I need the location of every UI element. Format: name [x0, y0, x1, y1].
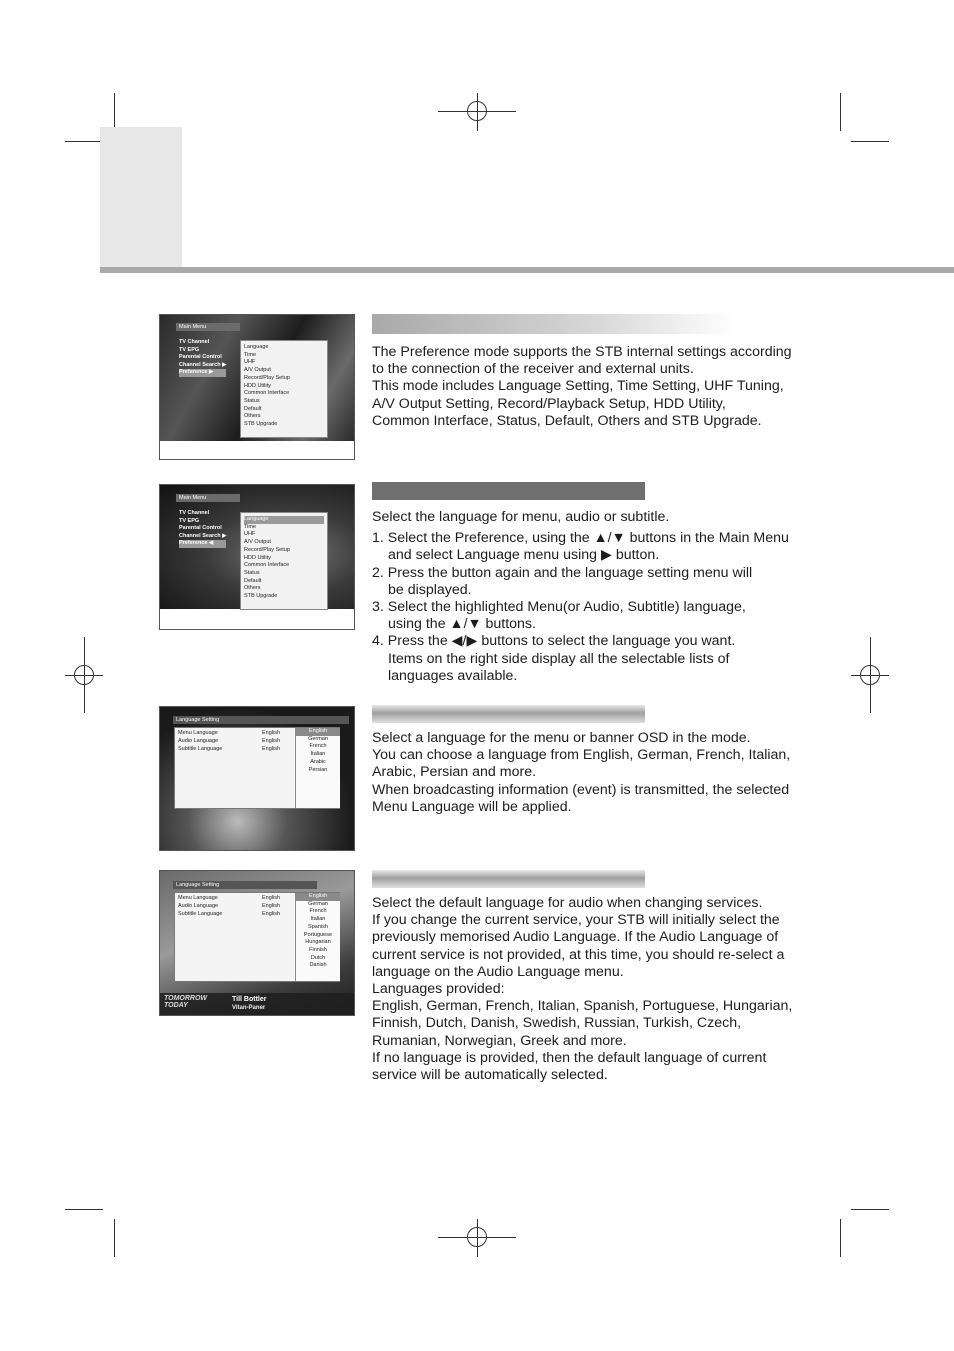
menu-item: Parental Control	[179, 525, 222, 532]
banner-brand: TOMORROW TODAY	[164, 995, 208, 1009]
step-line: and select Language menu using ▶ button.	[388, 547, 660, 564]
setting-row	[178, 746, 298, 752]
text-line: Select the default language for audio when changing services.	[372, 895, 763, 911]
list-item: Portuguese	[303, 931, 333, 938]
list-item: Dutch	[310, 954, 326, 961]
menu-item: TV Channel	[179, 510, 210, 516]
menu-item: Preference ◀	[179, 540, 226, 548]
step-line: 4. Press the ◀/▶ buttons to select the language you want.	[372, 633, 736, 650]
language-setting-panel	[174, 727, 340, 809]
text-line: Languages provided:	[372, 981, 505, 998]
text-line: Arabic, Persian and more.	[372, 764, 537, 781]
text-line: A/V Output Setting, Record/Playback Setup, HDD Utility,	[372, 395, 726, 412]
row-label: Menu Language	[178, 895, 218, 901]
text-line: current service is not provided, at this time, you should re-select a	[372, 946, 785, 963]
text-line: previously memorised Audio Language. If the Audio Language of	[372, 929, 779, 946]
list-item: Finnish	[309, 946, 327, 953]
submenu-item: Record/Play Setup	[244, 374, 290, 381]
list-item-selected: English	[296, 728, 340, 736]
setting-row	[178, 895, 298, 901]
language-list	[295, 893, 340, 981]
text-line: If no language is provided, then the default language of current	[372, 1049, 767, 1066]
banner-name: Till Bottler	[232, 996, 267, 1003]
language-setting-panel	[174, 892, 340, 982]
text-line: Menu Language will be applied.	[372, 798, 572, 815]
list-item: Italian	[310, 751, 326, 758]
main-menu-list	[179, 339, 226, 377]
section-heading-bar-preference	[372, 314, 736, 334]
submenu-item: Time	[244, 523, 257, 530]
text-line: Common Interface, Status, Default, Others and STB Upgrade.	[372, 412, 762, 429]
section-heading-bar-menu-language	[372, 705, 645, 723]
tv-banner	[160, 993, 354, 1015]
submenu-item: Default	[244, 405, 262, 412]
language-setting-title: Language Setting	[173, 716, 349, 724]
list-item: German	[308, 900, 328, 907]
menu-item: Parental Control	[179, 354, 222, 361]
text-line: Finnish, Dutch, Danish, Swedish, Russian, Turkish, Czech,	[372, 1015, 742, 1032]
step-line: 3. Select the highlighted Menu(or Audio, Subtitle) language,	[372, 599, 746, 616]
banner-subtitle: Vitan-Paner	[232, 1005, 266, 1011]
step-line: Items on the right side display all the selectable lists of	[388, 650, 730, 667]
main-menu-title: Main Menu	[176, 494, 240, 502]
list-item: German	[308, 735, 328, 742]
list-item: Arabic	[310, 758, 326, 765]
row-label: Audio Language	[178, 903, 219, 909]
preference-submenu	[240, 340, 328, 438]
text-line: When broadcasting information (event) is transmitted, the selected	[372, 781, 790, 798]
submenu-item: Status	[244, 569, 260, 576]
submenu-item: HDD Utility	[244, 554, 271, 561]
preference-description	[372, 344, 792, 430]
row-value: English	[262, 746, 281, 752]
row-value: English	[262, 738, 281, 744]
list-item-selected: English	[296, 893, 340, 901]
section-heading-bar-audio-language	[372, 870, 645, 888]
text-line: The Preference mode supports the STB internal settings according	[372, 344, 792, 360]
text-line: English, German, French, Italian, Spanish, Portuguese, Hungarian,	[372, 998, 793, 1015]
step-line: 2. Press the button again and the language setting menu will	[372, 564, 753, 581]
list-item: Italian	[310, 916, 326, 923]
submenu-item: UHF	[244, 531, 256, 538]
row-label: Subtitle Language	[178, 746, 223, 752]
menu-item: TV Channel	[179, 339, 210, 345]
screenshot-language-menu	[159, 484, 355, 630]
screenshot-audio-language	[159, 870, 355, 1016]
submenu-item: STB Upgrade	[244, 421, 278, 428]
submenu-item: STB Upgrade	[244, 593, 278, 600]
main-menu-list	[179, 510, 226, 548]
row-label: Audio Language	[178, 738, 219, 744]
section-heading-bar-language	[372, 482, 645, 500]
submenu-item: UHF	[244, 359, 256, 366]
submenu-item: A/V Output	[244, 367, 271, 374]
text-line: Rumanian, Norwegian, Greek and more.	[372, 1032, 627, 1049]
setting-row	[178, 730, 298, 736]
submenu-item: HDD Utility	[244, 382, 271, 389]
submenu-item: Common Interface	[244, 562, 290, 569]
step-line: be displayed.	[388, 581, 472, 598]
setting-row	[178, 911, 298, 917]
menu-item: Channel Search ▶	[179, 532, 227, 539]
submenu-item: Default	[244, 577, 262, 584]
row-label: Menu Language	[178, 730, 218, 736]
step-line: using the ▲/▼ buttons.	[388, 616, 536, 633]
row-value: English	[262, 895, 281, 901]
audio-language-description	[372, 895, 792, 1084]
list-item: French	[309, 743, 327, 750]
list-item: Spanish	[308, 923, 328, 930]
menu-item: Preference ▶	[179, 369, 226, 377]
submenu-item: Common Interface	[244, 390, 290, 397]
text-line: Select the language for menu, audio or subtitle.	[372, 509, 670, 525]
list-item: French	[309, 908, 327, 915]
step-line: languages available.	[388, 667, 518, 684]
menu-item: Channel Search ▶	[179, 361, 227, 368]
submenu-item: Record/Play Setup	[244, 546, 290, 553]
language-setting-title: Language Setting	[173, 881, 317, 889]
header-rule	[100, 267, 954, 273]
row-value: English	[262, 903, 281, 909]
submenu-item: Others	[244, 585, 261, 592]
menu-language-description	[372, 730, 790, 816]
list-item: Hungarian	[305, 939, 331, 946]
list-item: Persian	[308, 766, 328, 773]
submenu-item: A/V Output	[244, 539, 271, 546]
text-line: Select a language for the menu or banner OSD in the mode.	[372, 730, 751, 746]
step-line: 1. Select the Preference, using the ▲/▼ buttons in the Main Menu	[372, 530, 789, 547]
row-label: Subtitle Language	[178, 911, 223, 917]
page-tab	[100, 127, 182, 269]
preference-submenu	[240, 512, 328, 610]
text-line: to the connection of the receiver and external units.	[372, 361, 694, 378]
language-description	[372, 509, 789, 685]
screenshot-preference-menu	[159, 314, 355, 460]
submenu-item-selected: Language	[244, 516, 324, 524]
setting-row	[178, 738, 298, 744]
text-line: language on the Audio Language menu.	[372, 963, 624, 980]
menu-item: TV EPG	[179, 517, 200, 524]
row-value: English	[262, 730, 281, 736]
menu-item: TV EPG	[179, 346, 200, 353]
screenshot-menu-language	[159, 706, 355, 851]
list-item: Danish	[309, 962, 327, 969]
setting-row	[178, 903, 298, 909]
row-value: English	[262, 911, 281, 917]
text-line: This mode includes Language Setting, Time Setting, UHF Tuning,	[372, 378, 784, 395]
submenu-item: Language	[244, 344, 269, 350]
text-line: If you change the current service, your STB will initially select the	[372, 912, 780, 929]
submenu-item: Others	[244, 413, 261, 420]
submenu-item: Time	[244, 351, 257, 358]
submenu-item: Status	[244, 397, 260, 404]
language-list	[295, 728, 340, 808]
main-menu-title: Main Menu	[176, 323, 240, 331]
text-line: service will be automatically selected.	[372, 1067, 608, 1084]
text-line: You can choose a language from English, German, French, Italian,	[372, 747, 791, 764]
